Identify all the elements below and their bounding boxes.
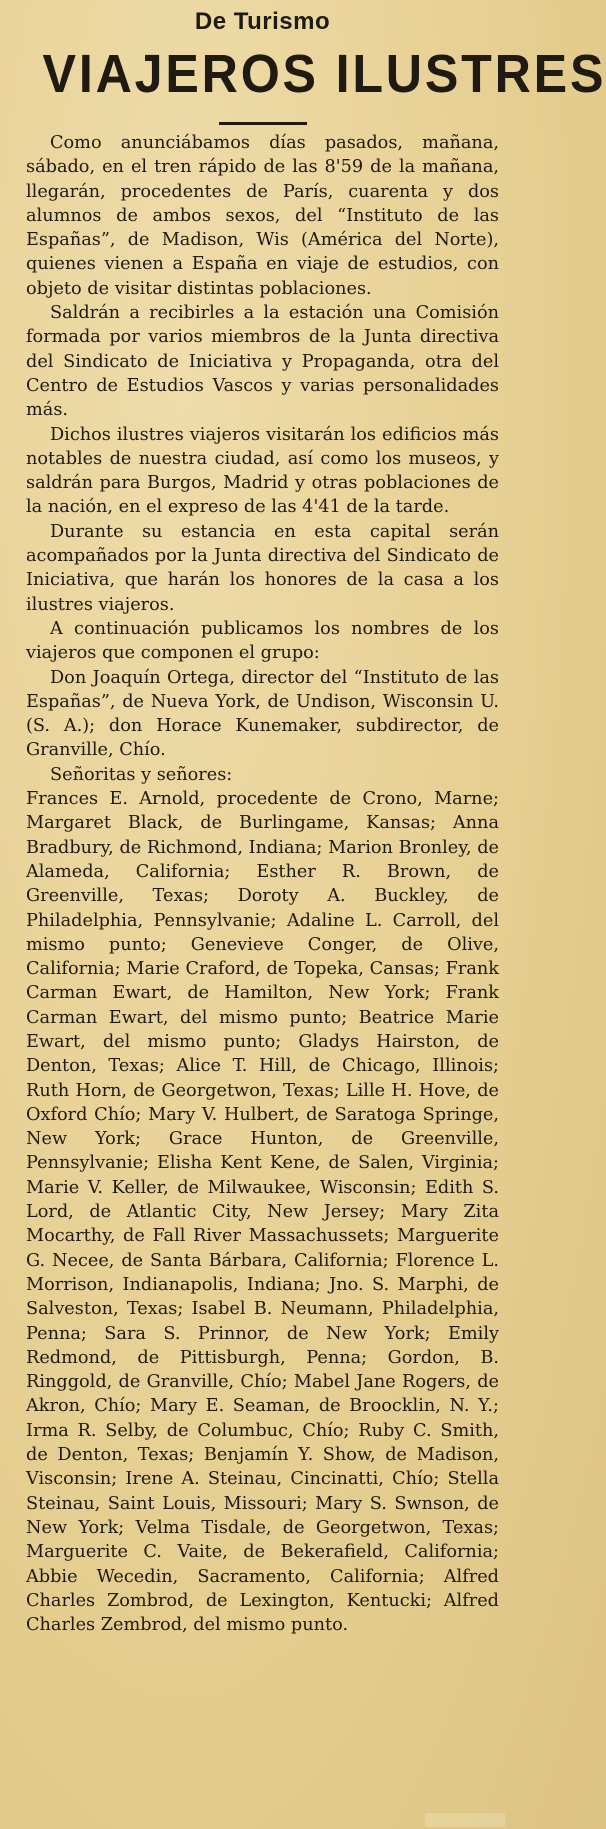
- paragraph-stay: Durante su estancia en esta capital serán acompañados por la Junta directiva del Sindicato de Iniciativa, que harán los honores de la casa a los ilustres viajeros.: [26, 521, 499, 615]
- paragraph-visits: Dichos ilustres viajeros visitarán los edificios más notables de nuestra ciudad, así como los museos, y saldrán para Burgos, Madrid y otras poblaciones de la nación, en el expreso de las 4'41 de la tarde.: [26, 424, 499, 518]
- headline: VIAJEROS ILUSTRES: [42, 44, 606, 104]
- paragraph-reception: Saldrán a recibirles a la estación una Comisión formada por varios miembros de la Junta directiva del Sindicato de Iniciativa y Propaganda, otra del Centro de Estudios Vascos y varias personalidades más.: [26, 303, 499, 421]
- paragraph-list-intro: A continuación publicamos los nombres de los viajeros que componen el grupo:: [26, 618, 499, 664]
- paragraph-arrival: Como anunciábamos días pasados, mañana, sábado, en el tren rápido de las 8'59 de la mañana, llegarán, procedentes de París, cuarenta y dos alumnos de ambos sexos, del “Instituto de las Españas”, de Madison, Wis (América del Norte), quienes vienen a España en viaje de estudios, con objeto de visitar distintas poblaciones.: [26, 133, 499, 299]
- paragraph-directors: Don Joaquín Ortega, director del “Instituto de las Españas”, de Nueva York, de Undison, Wisconsin U. (S. A.); don Horace Kunemaker, subdirector, de Granville, Chío.: [26, 667, 499, 761]
- article-body: [26, 131, 499, 1637]
- paragraph-salutation: Señoritas y señores:: [50, 764, 233, 785]
- paragraph-traveler-list: Frances E. Arnold, procedente de Crono, Marne; Margaret Black, de Burlingame, Kansas; Anna Bradbury, de Richmond, Indiana; Marion Bronley, de Alameda, California; Esther R. Brown, de Greenville, Texas; Doroty A. Buckley, de Philadelphia, Pennsylvanie; Adaline L. Carroll, del mismo punto; Genevieve Conger, de Olive, California; Marie Craford, de Topeka, Cansas; Frank Carman Ewart, de Hamilton, New York; Frank Carman Ewart, del mismo punto; Beatrice Marie Ewart, del mismo punto; Gladys Hairston, de Denton, Texas; Alice T. Hill, de Chicago, Illinois; Ruth Horn, de Georgetwon, Texas; Lille H. Hove, de Oxford Chío; Mary V. Hulbert, de Saratoga Springe, New York; Grace Hunton, de Greenville, Pennsylvanie; Elisha Kent Kene, de Salen, Virginia; Marie V. Keller, de Milwaukee, Wisconsin; Edith S. Lord, de Atlantic City, New Jersey; Mary Zita Mocarthy, de Fall River Massachussets; Marguerite G. Necee, de Santa Bárbara, California; Florence L. Morrison, Indianapolis, Indiana; Jno. S. Marphi, de Salveston, Texas; Isabel B. Neumann, Philadelphia, Penna; Sara S. Prinnor, de New York; Emily Redmond, de Pittisburgh, Penna; Gordon, B. Ringgold, de Granville, Chío; Mabel Jane Rogers, de Akron, Chío; Mary E. Seaman, de Broocklin, N. Y.; Irma R. Selby, de Columbuc, Chío; Ruby C. Smith, de Denton, Texas; Benjamín Y. Show, de Madison, Visconsin; Irene A. Steinau, Cincinatti, Chío; Stella Steinau, Saint Louis, Missouri; Mary S. Swnson, de New York; Velma Tisdale, de Georgetwon, Texas; Marguerite C. Vaite, de Bekerafield, California; Abbie Wecedin, Sacramento, California; Alfred Charles Zombrod, de Lexington, Kentucki; Alfred Charles Zembrod, del mismo punto.: [26, 789, 499, 1636]
- section-heading: De Turismo: [194, 8, 331, 35]
- paper-wear-mark: [425, 1813, 505, 1827]
- headline-rule: [219, 122, 307, 125]
